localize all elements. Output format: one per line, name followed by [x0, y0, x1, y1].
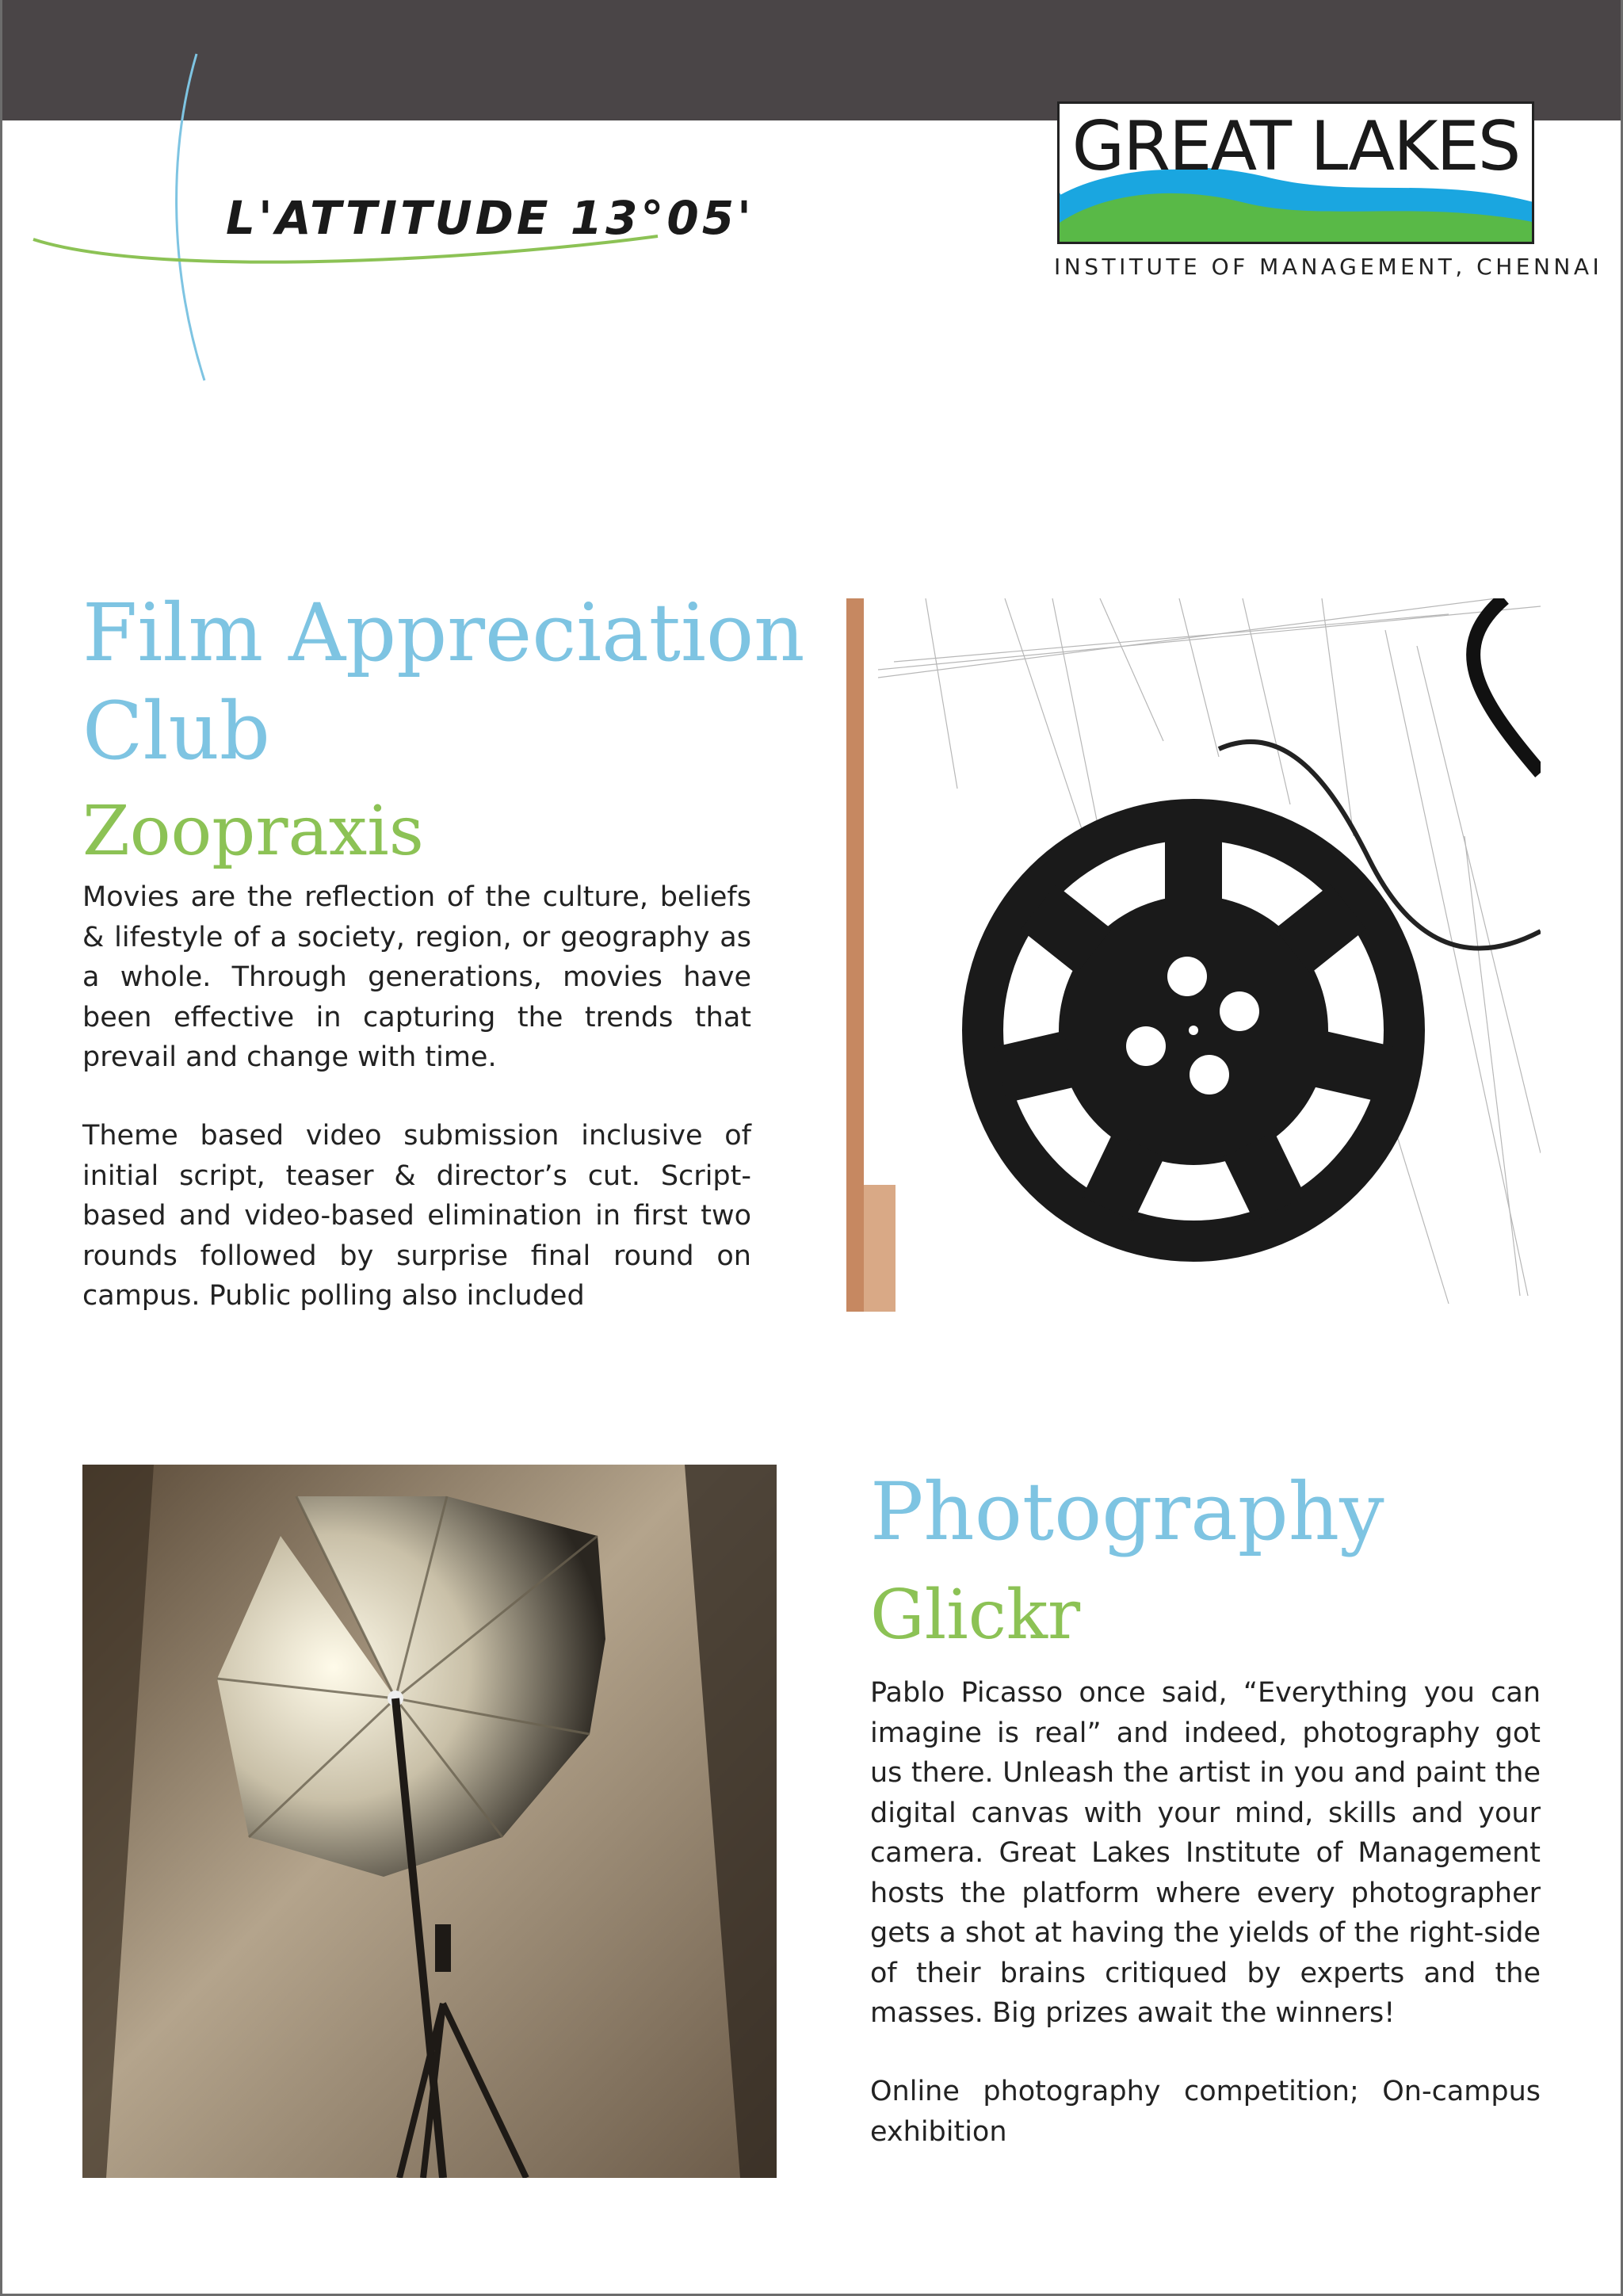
film-format: Theme based video submission inclusive of initial script, teaser & director’s cut. Script-based and video-based elimination in first two rounds followed by surprise final round on campus. Public polling also included: [82, 1120, 751, 1312]
event-logo-text: L'ATTITUDE 13°05': [226, 191, 754, 245]
film-reel-image: [846, 598, 1541, 1312]
film-event-title: Zoopraxis: [82, 792, 424, 871]
studio-umbrella-light-icon: [82, 1465, 777, 2178]
photography-club-title: Photography: [870, 1465, 1384, 1558]
photography-format: Online photography competition; On-campus exhibition: [870, 2076, 1541, 2148]
film-description: Movies are the reflection of the culture, beliefs & lifestyle of a society, region, or geography as a whole. Through generations, movies have been effective in capturing the trends that prevail and change with time.: [82, 881, 751, 1073]
film-club-title-line2: Club: [82, 685, 270, 777]
photography-event-title: Glickr: [870, 1576, 1081, 1655]
institute-logo: [1022, 101, 1603, 292]
page-border-left: [0, 0, 2, 2296]
photography-description: Pablo Picasso once said, “Everything you can imagine is real” and indeed, photography got us there. Unleash the artist in you and paint the digital canvas with your mind, skills and your camera. Great Lakes Institute of Management hosts the platform where every photographer gets a shot at having the yields of the right-side of their brains critiqued by experts and the masses. Big prizes await the winners!: [870, 1677, 1541, 2029]
film-reel-icon: [846, 598, 1541, 1312]
film-club-title-line1: Film Appreciation: [82, 586, 805, 679]
institute-name: GREAT LAKES: [1071, 107, 1520, 186]
event-logo: [24, 48, 754, 388]
institute-subtitle: INSTITUTE OF MANAGEMENT, CHENNAI: [1054, 254, 1603, 280]
institute-logo-box: [1057, 101, 1534, 244]
studio-umbrella-image: [82, 1465, 777, 2178]
